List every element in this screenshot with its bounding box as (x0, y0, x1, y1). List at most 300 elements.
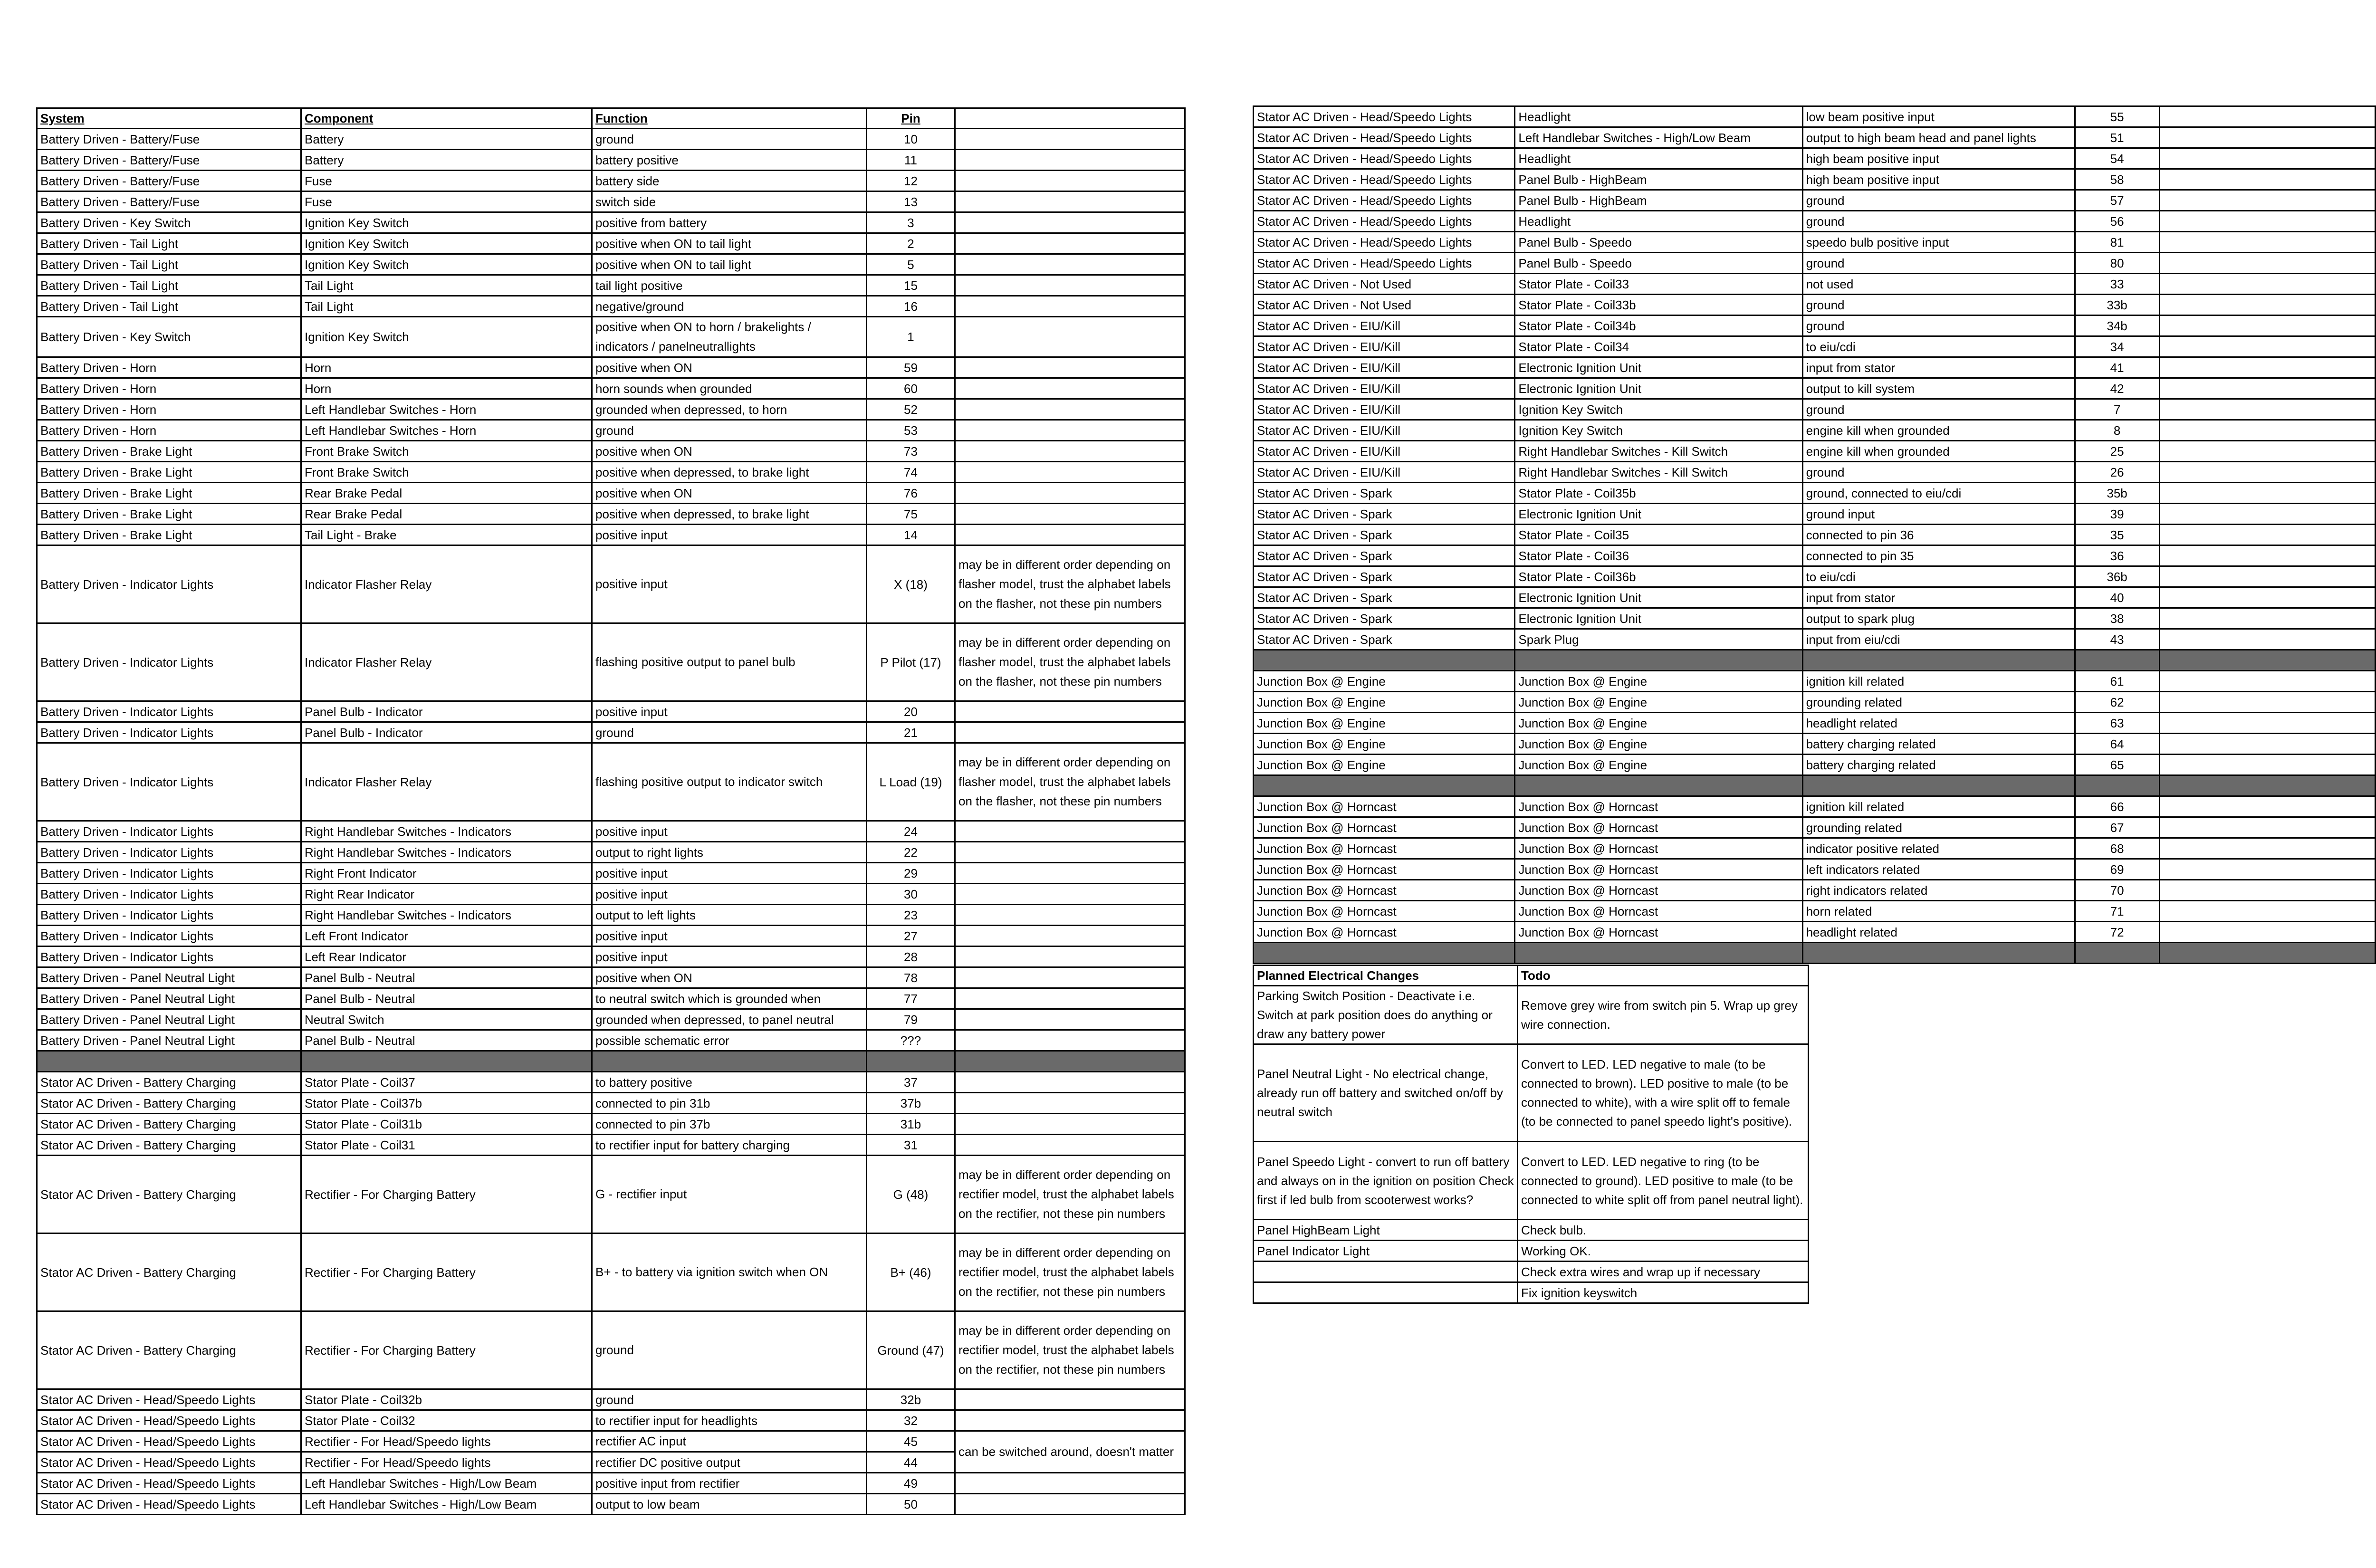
component-cell: Stator Plate - Coil35b (1515, 483, 1802, 504)
component-cell: Panel Bulb - Neutral (301, 967, 592, 988)
pin-cell: 66 (2075, 796, 2159, 817)
component-cell: Panel Bulb - Indicator (301, 722, 592, 743)
table-row (37, 545, 1185, 623)
system-cell: Stator AC Driven - EIU/Kill (1254, 357, 1515, 378)
system-cell: Stator AC Driven - Spark (1254, 608, 1515, 629)
component-cell: Left Handlebar Switches - Horn (301, 420, 592, 441)
function-cell: headlight related (1802, 713, 2075, 734)
note-cell (955, 1473, 1185, 1494)
component-cell: Horn (301, 378, 592, 399)
table-row (37, 743, 1185, 821)
function-cell: ground (1802, 316, 2075, 336)
pin-cell: 59 (867, 357, 955, 378)
function-cell: possible schematic error (592, 1030, 867, 1051)
note-cell (955, 842, 1185, 863)
pin-cell: 10 (867, 129, 955, 150)
separator-cell (2075, 943, 2159, 964)
note-cell (2159, 692, 2375, 713)
pin-cell: 29 (867, 863, 955, 884)
table-row (1254, 986, 1809, 1044)
table-row (37, 1389, 1185, 1410)
component-cell: Rectifier - For Head/Speedo lights (301, 1431, 592, 1452)
pin-cell: 31 (867, 1135, 955, 1156)
system-cell: Stator AC Driven - Head/Speedo Lights (1254, 232, 1515, 253)
component-cell: Stator Plate - Coil32b (301, 1389, 592, 1410)
system-cell: Junction Box @ Horncast (1254, 880, 1515, 901)
system-cell: Stator AC Driven - Head/Speedo Lights (1254, 106, 1515, 127)
system-cell: Battery Driven - Horn (37, 420, 301, 441)
pin-cell: 51 (2075, 127, 2159, 148)
system-cell: Stator AC Driven - Spark (1254, 483, 1515, 504)
function-cell: positive when ON (592, 967, 867, 988)
note-cell (2159, 817, 2375, 838)
component-cell: Junction Box @ Engine (1515, 671, 1802, 692)
table-row (1254, 1241, 1809, 1262)
pin-cell: 71 (2075, 901, 2159, 922)
system-cell: Stator AC Driven - Battery Charging (37, 1114, 301, 1135)
component-cell: Junction Box @ Horncast (1515, 859, 1802, 880)
note-cell (2159, 462, 2375, 483)
table-row (37, 296, 1185, 317)
pin-cell: 74 (867, 462, 955, 483)
table-row (37, 254, 1185, 275)
function-cell: horn related (1802, 901, 2075, 922)
component-cell: Electronic Ignition Unit (1515, 357, 1802, 378)
system-cell: Stator AC Driven - Head/Speedo Lights (37, 1494, 301, 1515)
system-cell: Stator AC Driven - Head/Speedo Lights (37, 1431, 301, 1452)
system-cell: Battery Driven - Brake Light (37, 504, 301, 525)
component-cell: Tail Light (301, 296, 592, 317)
table-row (37, 233, 1185, 254)
table-row (1254, 545, 2376, 566)
component-cell: Stator Plate - Coil37b (301, 1093, 592, 1114)
note-cell (2159, 713, 2375, 734)
component-cell: Ignition Key Switch (1515, 399, 1802, 420)
note-cell (2159, 127, 2375, 148)
note-cell (955, 884, 1185, 905)
planned-changes-body (1254, 986, 1809, 1303)
system-cell: Stator AC Driven - Head/Speedo Lights (1254, 148, 1515, 169)
component-cell: Rectifier - For Charging Battery (301, 1311, 592, 1389)
pin-cell: 12 (867, 171, 955, 191)
function-cell: connected to pin 35 (1802, 545, 2075, 566)
system-cell: Junction Box @ Engine (1254, 692, 1515, 713)
function-cell: not used (1802, 274, 2075, 295)
table-row (1254, 1044, 1809, 1142)
planned-changes-table (1253, 965, 1809, 1304)
function-cell: positive input from rectifier (592, 1473, 867, 1494)
system-cell: Battery Driven - Panel Neutral Light (37, 1030, 301, 1051)
component-cell: Panel Bulb - Neutral (301, 1030, 592, 1051)
header-todo: Todo (1518, 966, 1809, 986)
pin-cell: 2 (867, 233, 955, 254)
pin-cell: 65 (2075, 755, 2159, 775)
function-cell: positive when ON to tail light (592, 233, 867, 254)
table-row (1254, 566, 2376, 587)
pin-cell: ??? (867, 1030, 955, 1051)
table-row (1254, 274, 2376, 295)
todo-cell: Remove grey wire from switch pin 5. Wrap up grey wire connection. (1518, 986, 1809, 1044)
table-row (1254, 253, 2376, 274)
system-cell: Battery Driven - Brake Light (37, 441, 301, 462)
component-cell: Junction Box @ Horncast (1515, 901, 1802, 922)
component-cell: Ignition Key Switch (1515, 420, 1802, 441)
function-cell: to rectifier input for headlights (592, 1410, 867, 1431)
pin-cell: P Pilot (17) (867, 623, 955, 701)
table-row (37, 884, 1185, 905)
component-cell: Right Handlebar Switches - Indicators (301, 821, 592, 842)
pin-cell: 41 (2075, 357, 2159, 378)
pin-cell: 7 (2075, 399, 2159, 420)
component-cell: Left Handlebar Switches - Horn (301, 399, 592, 420)
pin-cell: 42 (2075, 378, 2159, 399)
system-cell: Battery Driven - Battery/Fuse (37, 129, 301, 150)
table-row (1254, 713, 2376, 734)
pin-cell: 76 (867, 483, 955, 504)
component-cell: Electronic Ignition Unit (1515, 378, 1802, 399)
system-cell: Stator AC Driven - EIU/Kill (1254, 378, 1515, 399)
component-cell: Tail Light - Brake (301, 525, 592, 545)
system-cell: Stator AC Driven - Head/Speedo Lights (37, 1473, 301, 1494)
system-cell: Battery Driven - Indicator Lights (37, 722, 301, 743)
system-cell: Battery Driven - Battery/Fuse (37, 191, 301, 212)
system-cell: Battery Driven - Indicator Lights (37, 545, 301, 623)
separator-cell (1515, 943, 1802, 964)
system-cell: Stator AC Driven - Battery Charging (37, 1072, 301, 1093)
table-row (1254, 357, 2376, 378)
note-cell: may be in different order depending on flasher model, trust the alphabet labels on the flasher, not these pin numbers (955, 623, 1185, 701)
note-cell (2159, 880, 2375, 901)
component-cell: Neutral Switch (301, 1009, 592, 1030)
function-cell: ground input (1802, 504, 2075, 525)
note-cell (955, 171, 1185, 191)
component-cell: Headlight (1515, 148, 1802, 169)
table-row (37, 1473, 1185, 1494)
table-row (37, 150, 1185, 171)
pin-cell: L Load (19) (867, 743, 955, 821)
separator-cell (1515, 775, 1802, 796)
changes-header-row (1254, 966, 1809, 986)
component-cell: Right Handlebar Switches - Kill Switch (1515, 441, 1802, 462)
pin-cell: 14 (867, 525, 955, 545)
pin-cell: 58 (2075, 169, 2159, 190)
separator-cell (2159, 775, 2375, 796)
note-cell: may be in different order depending on flasher model, trust the alphabet labels on the flasher, not these pin numbers (955, 743, 1185, 821)
pin-cell: 68 (2075, 838, 2159, 859)
component-cell: Stator Plate - Coil32 (301, 1410, 592, 1431)
pin-cell: 50 (867, 1494, 955, 1515)
pin-cell: 5 (867, 254, 955, 275)
system-cell: Battery Driven - Panel Neutral Light (37, 1009, 301, 1030)
function-cell: positive input (592, 525, 867, 545)
function-cell: output to right lights (592, 842, 867, 863)
system-cell: Battery Driven - Indicator Lights (37, 884, 301, 905)
pin-cell: 37 (867, 1072, 955, 1093)
component-cell: Fuse (301, 171, 592, 191)
system-cell: Battery Driven - Tail Light (37, 254, 301, 275)
note-cell (955, 483, 1185, 504)
table-row (1254, 587, 2376, 608)
pin-cell: 25 (2075, 441, 2159, 462)
system-cell: Battery Driven - Horn (37, 378, 301, 399)
system-cell: Stator AC Driven - EIU/Kill (1254, 336, 1515, 357)
pin-cell: 38 (2075, 608, 2159, 629)
table-row (1254, 629, 2376, 650)
component-cell: Stator Plate - Coil36b (1515, 566, 1802, 587)
function-cell: positive from battery (592, 212, 867, 233)
note-cell (955, 905, 1185, 926)
note-cell: may be in different order depending on rectifier model, trust the alphabet labels on the rectifier, not these pin numbers (955, 1233, 1185, 1311)
note-cell (2159, 796, 2375, 817)
function-cell: B+ - to battery via ignition switch when ON (592, 1233, 867, 1311)
table-row (37, 378, 1185, 399)
table-row (1254, 1142, 1809, 1220)
function-cell: ground (1802, 295, 2075, 316)
function-cell: rectifier DC positive output (592, 1452, 867, 1473)
function-cell: ground (592, 722, 867, 743)
separator-row (37, 1051, 1185, 1072)
note-cell (955, 504, 1185, 525)
table-row (37, 171, 1185, 191)
note-cell (955, 378, 1185, 399)
note-cell (955, 967, 1185, 988)
table-row (1254, 169, 2376, 190)
note-cell (955, 701, 1185, 722)
table-row (37, 967, 1185, 988)
system-cell: Battery Driven - Tail Light (37, 233, 301, 254)
separator-cell (1254, 775, 1515, 796)
pin-cell: 30 (867, 884, 955, 905)
system-cell: Stator AC Driven - Battery Charging (37, 1093, 301, 1114)
function-cell: right indicators related (1802, 880, 2075, 901)
system-cell: Stator AC Driven - EIU/Kill (1254, 462, 1515, 483)
system-cell: Stator AC Driven - Head/Speedo Lights (1254, 127, 1515, 148)
separator-row (1254, 943, 2376, 964)
function-cell: output to left lights (592, 905, 867, 926)
separator-cell (2159, 650, 2375, 671)
note-cell (955, 275, 1185, 296)
component-cell: Ignition Key Switch (301, 233, 592, 254)
separator-cell (1515, 650, 1802, 671)
table-row (1254, 817, 2376, 838)
note-cell (2159, 211, 2375, 232)
function-cell: positive input (592, 701, 867, 722)
note-cell (2159, 734, 2375, 755)
table-row (37, 1311, 1185, 1389)
note-cell (2159, 336, 2375, 357)
note-cell (955, 462, 1185, 483)
component-cell: Left Handlebar Switches - High/Low Beam (301, 1473, 592, 1494)
function-cell: positive when ON (592, 483, 867, 504)
note-cell (955, 1410, 1185, 1431)
table-row (1254, 420, 2376, 441)
component-cell: Junction Box @ Engine (1515, 692, 1802, 713)
function-cell: output to kill system (1802, 378, 2075, 399)
pin-cell: 60 (867, 378, 955, 399)
system-cell: Stator AC Driven - Head/Speedo Lights (1254, 253, 1515, 274)
note-cell (955, 191, 1185, 212)
pin-cell: 81 (2075, 232, 2159, 253)
function-cell: G - rectifier input (592, 1156, 867, 1233)
planned-change-cell: Panel HighBeam Light (1254, 1220, 1518, 1241)
pin-cell: 1 (867, 317, 955, 357)
table-row (1254, 106, 2376, 127)
pin-cell: 34 (2075, 336, 2159, 357)
note-cell (2159, 587, 2375, 608)
component-cell: Junction Box @ Engine (1515, 734, 1802, 755)
table-row (37, 1114, 1185, 1135)
pin-cell: 55 (2075, 106, 2159, 127)
table-row (1254, 316, 2376, 336)
component-cell: Indicator Flasher Relay (301, 743, 592, 821)
pin-cell: 77 (867, 988, 955, 1009)
system-cell: Battery Driven - Panel Neutral Light (37, 967, 301, 988)
component-cell: Stator Plate - Coil36 (1515, 545, 1802, 566)
separator-cell (955, 1051, 1185, 1072)
pin-cell: 57 (2075, 190, 2159, 211)
component-cell: Right Front Indicator (301, 863, 592, 884)
pin-cell: 13 (867, 191, 955, 212)
table-row (37, 842, 1185, 863)
pin-cell: 35b (2075, 483, 2159, 504)
table-row (1254, 692, 2376, 713)
function-cell: engine kill when grounded (1802, 420, 2075, 441)
table-row (1254, 859, 2376, 880)
system-cell: Stator AC Driven - Head/Speedo Lights (37, 1452, 301, 1473)
component-cell: Stator Plate - Coil35 (1515, 525, 1802, 545)
pin-cell: 67 (2075, 817, 2159, 838)
component-cell: Junction Box @ Horncast (1515, 880, 1802, 901)
component-cell: Panel Bulb - Indicator (301, 701, 592, 722)
wiring-table-main-body (37, 129, 1185, 1515)
table-row (37, 275, 1185, 296)
separator-cell (1802, 650, 2075, 671)
table-row (37, 129, 1185, 150)
component-cell: Panel Bulb - HighBeam (1515, 169, 1802, 190)
function-cell: battery charging related (1802, 755, 2075, 775)
pin-cell: 36 (2075, 545, 2159, 566)
planned-change-cell: Panel Neutral Light - No electrical change, already run off battery and switched on/off by neutral switch (1254, 1044, 1518, 1142)
system-cell: Stator AC Driven - EIU/Kill (1254, 316, 1515, 336)
component-cell: Junction Box @ Engine (1515, 713, 1802, 734)
table-row (37, 462, 1185, 483)
component-cell: Stator Plate - Coil31 (301, 1135, 592, 1156)
table-row (37, 701, 1185, 722)
pin-cell: 26 (2075, 462, 2159, 483)
component-cell: Left Rear Indicator (301, 947, 592, 967)
separator-cell (1802, 775, 2075, 796)
pin-cell: 70 (2075, 880, 2159, 901)
note-cell (955, 420, 1185, 441)
system-cell: Battery Driven - Tail Light (37, 296, 301, 317)
function-cell: positive when ON to tail light (592, 254, 867, 275)
pin-cell: 22 (867, 842, 955, 863)
planned-change-cell: Panel Indicator Light (1254, 1241, 1518, 1262)
separator-cell (867, 1051, 955, 1072)
pin-cell: 64 (2075, 734, 2159, 755)
function-cell: ignition kill related (1802, 796, 2075, 817)
note-cell (955, 1009, 1185, 1030)
note-cell (2159, 253, 2375, 274)
table-row (1254, 190, 2376, 211)
table-row (37, 504, 1185, 525)
table-row (37, 905, 1185, 926)
pin-cell: 34b (2075, 316, 2159, 336)
system-cell: Stator AC Driven - Head/Speedo Lights (37, 1389, 301, 1410)
table-row (37, 399, 1185, 420)
component-cell: Rectifier - For Charging Battery (301, 1233, 592, 1311)
system-cell: Junction Box @ Horncast (1254, 796, 1515, 817)
table-row (1254, 295, 2376, 316)
table-row (1254, 796, 2376, 817)
table-row (37, 317, 1185, 357)
table-row (37, 191, 1185, 212)
function-cell: positive input (592, 884, 867, 905)
system-cell: Junction Box @ Engine (1254, 734, 1515, 755)
note-cell (2159, 755, 2375, 775)
note-cell (2159, 148, 2375, 169)
function-cell: connected to pin 36 (1802, 525, 2075, 545)
component-cell: Headlight (1515, 106, 1802, 127)
component-cell: Stator Plate - Coil31b (301, 1114, 592, 1135)
note-cell (955, 1072, 1185, 1093)
function-cell: output to spark plug (1802, 608, 2075, 629)
note-cell (955, 947, 1185, 967)
function-cell: positive input (592, 926, 867, 947)
pin-cell: 8 (2075, 420, 2159, 441)
pin-cell: B+ (46) (867, 1233, 955, 1311)
system-cell: Junction Box @ Horncast (1254, 901, 1515, 922)
pin-cell: 56 (2075, 211, 2159, 232)
table-row (37, 1156, 1185, 1233)
table-row (37, 1030, 1185, 1051)
table-row (37, 525, 1185, 545)
component-cell: Junction Box @ Horncast (1515, 838, 1802, 859)
component-cell: Tail Light (301, 275, 592, 296)
system-cell: Battery Driven - Tail Light (37, 275, 301, 296)
function-cell: to rectifier input for battery charging (592, 1135, 867, 1156)
note-cell (2159, 316, 2375, 336)
component-cell: Electronic Ignition Unit (1515, 504, 1802, 525)
component-cell: Stator Plate - Coil33b (1515, 295, 1802, 316)
header-notes (955, 108, 1185, 129)
function-cell: grounding related (1802, 692, 2075, 713)
table-row (37, 212, 1185, 233)
pin-cell: 45 (867, 1431, 955, 1452)
system-cell: Battery Driven - Indicator Lights (37, 623, 301, 701)
note-cell (955, 1030, 1185, 1051)
pin-cell: 73 (867, 441, 955, 462)
table-row (37, 863, 1185, 884)
function-cell: connected to pin 31b (592, 1093, 867, 1114)
table-row (1254, 1262, 1809, 1282)
pin-cell: 63 (2075, 713, 2159, 734)
function-cell: grounded when depressed, to horn (592, 399, 867, 420)
component-cell: Horn (301, 357, 592, 378)
component-cell: Junction Box @ Horncast (1515, 922, 1802, 943)
note-cell (2159, 859, 2375, 880)
note-cell (955, 821, 1185, 842)
system-cell: Battery Driven - Indicator Lights (37, 743, 301, 821)
function-cell: rectifier AC input (592, 1431, 867, 1452)
note-cell (2159, 106, 2375, 127)
function-cell: positive when ON (592, 357, 867, 378)
component-cell: Rectifier - For Head/Speedo lights (301, 1452, 592, 1473)
pin-cell: 31b (867, 1114, 955, 1135)
table-row (37, 623, 1185, 701)
function-cell: positive when ON (592, 441, 867, 462)
pin-cell: 44 (867, 1452, 955, 1473)
